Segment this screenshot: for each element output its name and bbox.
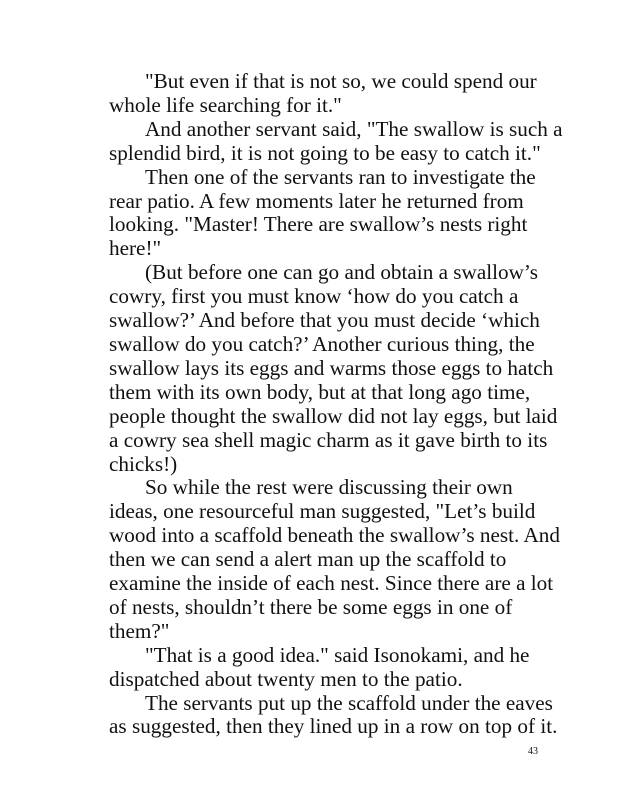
text-line: chicks!) — [109, 451, 178, 476]
paragraph — [109, 70, 551, 118]
text-line: them?" — [109, 618, 170, 643]
text-line: looking. "Master! There are swallow’s nests right — [109, 212, 528, 237]
text-line: wood into a scaffold beneath the swallow’s nest. And — [109, 523, 560, 548]
text-line: rear patio. A few moments later he returned from — [109, 188, 524, 213]
paragraph — [109, 475, 560, 643]
paragraph — [109, 166, 551, 262]
text-line: examine the inside of each nest. Since there are a lot — [109, 571, 554, 596]
text-line: "But even if that is not so, we could spend our — [145, 69, 537, 93]
text-line: them with its own body, but at that long ago time, — [109, 379, 531, 404]
text-line: then we can send a alert man up the scaffold to — [109, 547, 507, 572]
text-line: a cowry sea shell magic charm as it gave birth to its — [109, 427, 548, 452]
text-line: as suggested, then they lined up in a row on top of it. — [109, 714, 558, 739]
text-line: So while the rest were discussing their own — [145, 475, 513, 500]
text-line: here!" — [109, 236, 162, 261]
paragraph — [109, 690, 558, 740]
text-line: dispatched about twenty men to the patio. — [109, 666, 463, 691]
text-line: whole life searching for it." — [109, 92, 342, 117]
text-line: swallow do you catch?’ Another curious thing, the — [109, 331, 535, 356]
text-line: "That is a good idea." said Isonokami, and he — [145, 642, 530, 667]
page-number: 43 — [528, 746, 538, 757]
paragraph — [109, 644, 551, 692]
text-line: (But before one can go and obtain a swallow’s — [145, 260, 539, 285]
text-line: The servants put up the scaffold under the eaves — [145, 690, 553, 715]
text-line: Then one of the servants ran to investigate the — [145, 164, 536, 189]
text-line: ideas, one resourceful man suggested, "Let’s build — [109, 499, 536, 524]
text-line: cowry, first you must know ‘how do you catch a — [109, 284, 519, 309]
body-text — [109, 69, 563, 739]
text-line: And another servant said, "The swallow is such a — [145, 116, 563, 141]
paragraph — [109, 116, 563, 166]
text-line: people thought the swallow did not lay eggs, but laid — [109, 403, 558, 428]
text-line: swallow?’ And before that you must decide ‘which — [109, 308, 540, 333]
paragraph — [109, 260, 558, 476]
text-line: of nests, shouldn’t there be some eggs in one of — [109, 594, 513, 619]
text-line: swallow lays its eggs and warms those eggs to hatch — [109, 355, 554, 380]
text-line: splendid bird, it is not going to be easy to catch it." — [109, 140, 541, 165]
